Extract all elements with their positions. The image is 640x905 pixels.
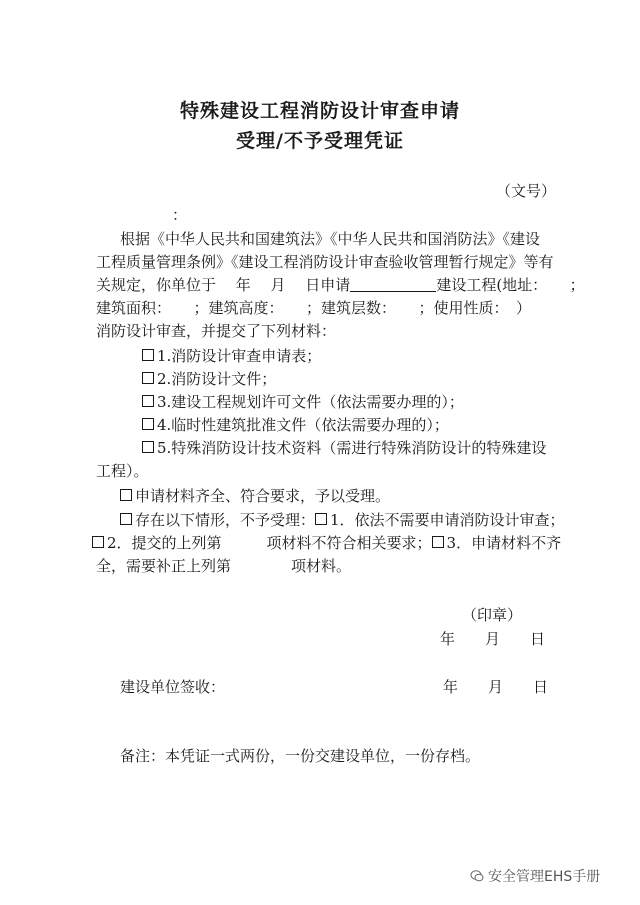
seal-date: 年 月 日	[440, 630, 546, 648]
doc-number: （文号）	[496, 182, 557, 200]
remark: 备注：本凭证一式两份，一份交建设单位，一份存档。	[120, 747, 481, 765]
body-line-2: 工程质量管理条例》《建设工程消防设计审查验收管理暂行规定》等有	[96, 253, 554, 271]
material-item-label: 3.建设工程规划许可文件（依法需要办理的）；	[157, 393, 464, 411]
signature-date: 年 月 日	[443, 678, 549, 696]
project-name-blank	[350, 277, 436, 292]
document-subtitle: 受理/不予受理凭证	[236, 130, 404, 152]
body-line-1: 根据《中华人民共和国建筑法》《中华人民共和国消防法》《建设	[120, 230, 541, 248]
seal-label: （印章）	[462, 606, 523, 624]
checkbox[interactable]	[142, 395, 154, 407]
checkbox[interactable]	[432, 536, 444, 548]
reject-label: 存在以下情形，不予受理：	[135, 511, 316, 529]
reject-reason-1: 1．依法不需要申请消防设计审查；	[330, 511, 565, 529]
document-title: 特殊建设工程消防设计审查申请	[179, 100, 460, 122]
material-item-3	[142, 391, 464, 412]
material-item-label: 5.特殊消防设计技术资料（需进行特殊消防设计的特殊建设	[157, 439, 547, 457]
material-item-5	[142, 437, 546, 458]
accept-option	[120, 485, 390, 506]
checkbox[interactable]	[142, 418, 154, 430]
checkbox[interactable]	[315, 513, 327, 525]
material-item-2	[142, 368, 276, 389]
accept-label: 申请材料齐全、符合要求，予以受理。	[135, 487, 391, 505]
checkbox[interactable]	[92, 536, 104, 548]
material-item-label: 4.临时性建筑批准文件（依法需要办理的）；	[157, 416, 449, 434]
reject-line-1	[120, 509, 565, 530]
body-line-4: 建筑面积： ；建筑高度： ；建筑层数： ；使用性质： ）	[96, 299, 532, 317]
reject-reason-2: 2．提交的上列第 项材料不符合相关要求；	[107, 534, 432, 552]
checkbox[interactable]	[142, 441, 154, 453]
wechat-icon	[470, 869, 484, 883]
body-line-5: 消防设计审查，并提交了下列材料：	[96, 322, 337, 340]
material-item-1	[142, 345, 321, 366]
reject-line-3: 全，需要补正上列第 项材料。	[96, 557, 352, 575]
checkbox[interactable]	[142, 372, 154, 384]
watermark-text: 安全管理EHS手册	[488, 869, 601, 885]
body-line-3	[96, 274, 585, 295]
material-item-4	[142, 414, 449, 435]
material-item-label: 1.消防设计审查申请表；	[157, 347, 322, 365]
checkbox[interactable]	[120, 513, 132, 525]
checkbox[interactable]	[120, 489, 132, 501]
reject-line-2	[92, 532, 561, 553]
addressee-colon: ：	[172, 206, 188, 224]
material-item-5-continued: 工程）。	[96, 462, 149, 480]
watermark	[470, 866, 600, 886]
signature-label: 建设单位签收：	[120, 678, 226, 696]
body-line-3-part-a: 关规定，你单位于 年 月 日申请	[96, 276, 351, 294]
checkbox[interactable]	[142, 349, 154, 361]
material-item-label: 2.消防设计文件；	[157, 370, 277, 388]
body-line-3-part-b: 建设工程(地址： ；	[436, 276, 585, 294]
reject-reason-3: 3．申请材料不齐	[446, 534, 562, 552]
